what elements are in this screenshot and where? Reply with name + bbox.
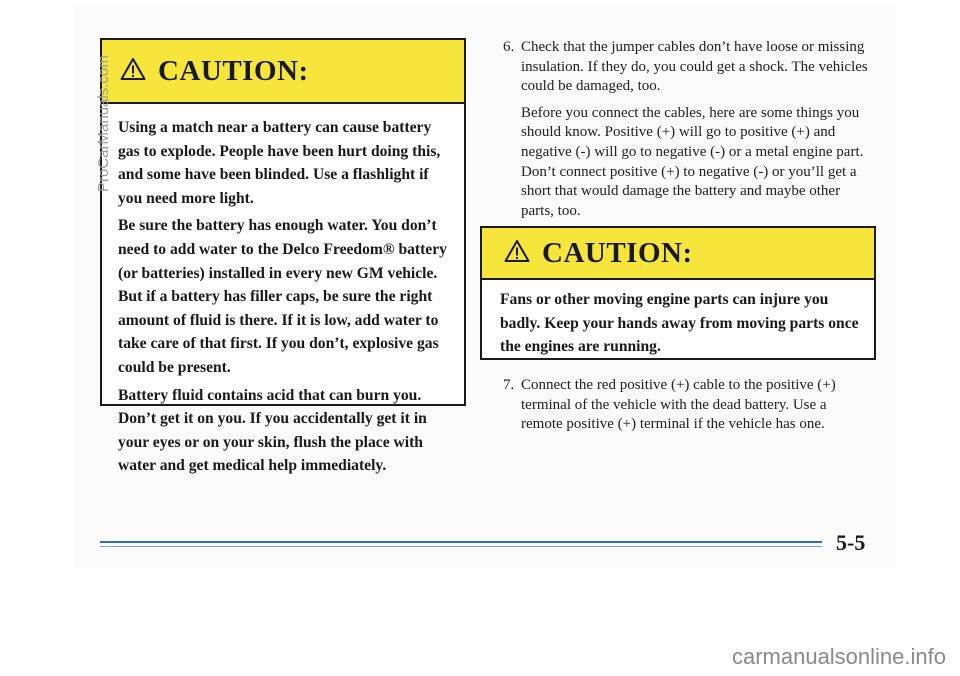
footer-rule bbox=[100, 541, 822, 543]
caution-paragraph: Using a match near a battery can cause battery gas to explode. People have been hurt doing this, and some have been blinded. Use a flashlight if you need more light. bbox=[118, 119, 441, 207]
step-number: 7. bbox=[503, 377, 515, 393]
caution-banner bbox=[102, 40, 464, 104]
warning-triangle-icon bbox=[504, 239, 530, 268]
watermark-bottom: carmanualsonline.info bbox=[731, 644, 946, 669]
page-number: 5-5 bbox=[836, 530, 866, 555]
caution-paragraph: Be sure the battery has enough water. You don’t need to add water to the Delco Freedom® battery (or batteries) installed in every new GM vehicle. But if a battery has filler caps, be sure the right amount of fluid is there. If it is low, add water to take care of that first. If you don’t, explosive gas could be present. bbox=[118, 217, 447, 376]
step-text: Connect the red positive (+) cable to the positive (+) terminal of the vehicle with the dead battery. Use a remote positive (+) terminal if the vehicle has one. bbox=[521, 377, 836, 433]
caution-title: CAUTION: bbox=[158, 54, 309, 87]
step-text: Check that the jumper cables don’t have loose or missing insulation. If they do, you could get a shock. The vehicles could be damaged, too. bbox=[521, 39, 868, 95]
caution-banner bbox=[482, 228, 874, 280]
caution-body bbox=[482, 280, 874, 359]
footer-rule-thin bbox=[100, 546, 822, 547]
warning-triangle-icon bbox=[120, 57, 146, 86]
step-subtext: Before you connect the cables, here are some things you should know. Positive (+) will go to positive (+) and negative (-) will go to negative (-) or a metal engine part. Don’t connect positive (+) to negative (-) or you’ll get a short that would damage the battery and maybe other parts, too. bbox=[521, 104, 864, 219]
step-7 bbox=[503, 376, 871, 435]
step-number: 6. bbox=[503, 39, 515, 55]
caution-paragraph: Fans or other moving engine parts can injure you badly. Keep your hands away from moving parts once the engines are running. bbox=[500, 291, 859, 356]
caution-box-battery bbox=[100, 38, 466, 475]
caution-box-fans bbox=[480, 226, 876, 360]
caution-body bbox=[102, 104, 464, 478]
step-6 bbox=[503, 38, 871, 221]
caution-title: CAUTION: bbox=[542, 236, 693, 269]
caution-paragraph: Battery fluid contains acid that can burn you. Don’t get it on you. If you accidentally get it in your eyes or on your skin, flush the place with water and get medical help immediately. bbox=[118, 386, 427, 475]
watermark-side: ProCarManuals.com bbox=[95, 55, 112, 192]
